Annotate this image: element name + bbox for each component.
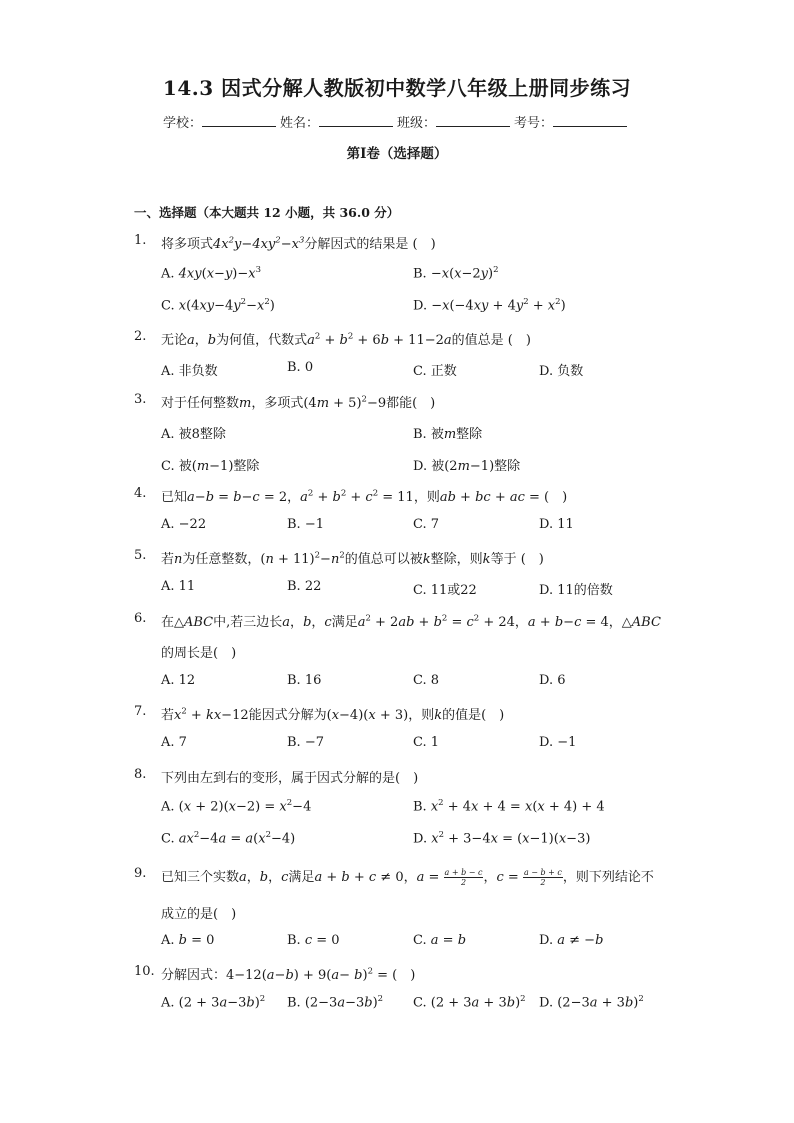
option-a: A. 7 — [161, 735, 187, 750]
option-a: A. $4xy(x-y)-x^3$ — [161, 265, 262, 282]
question-stem-continued: 的周长是( ) — [161, 646, 237, 661]
question-stem: 已知a−b = b−c = 2，$a^2 + b^2 + c^2 = 11$，则ab + bc + ac = ( ) — [161, 488, 568, 505]
option-d: D. 11 — [539, 517, 574, 532]
question-number: 8. — [134, 767, 147, 782]
option-b: B. c = 0 — [287, 933, 340, 948]
school-label: 学校： — [162, 116, 202, 131]
question-number: 3. — [134, 392, 147, 407]
class-blank — [436, 114, 510, 127]
option-d: D. 6 — [539, 673, 566, 688]
option-d: D. −1 — [539, 735, 577, 750]
student-info-line — [0, 112, 794, 131]
section-heading: 一、选择题（本大题共 12 小题，共 36.0 分） — [134, 205, 400, 220]
question-number: 7. — [134, 704, 147, 719]
question-stem: 若n为任意整数，$(n + 11)^2-n^2$的值总可以被k整除，则k等于 ( ) — [161, 550, 544, 567]
question-stem-continued: 成立的是( ) — [161, 907, 237, 922]
option-b: B. 0 — [287, 360, 314, 375]
question-number: 10. — [134, 964, 155, 979]
question-number: 9. — [134, 866, 147, 881]
name-blank — [319, 114, 393, 127]
question-number: 1. — [134, 233, 147, 248]
option-c: C. $ax^2-4a = a(x^2-4)$ — [161, 830, 296, 847]
option-c: C. 被(m−1)整除 — [161, 459, 260, 474]
name-label: 姓名： — [279, 116, 319, 131]
question-stem: 若$x^2 + kx-12$能因式分解为(x−4)(x + 3)，则k的值是( ) — [161, 706, 505, 723]
question-stem: 已知三个实数a，b，c满足a + b + c ≠ 0，a = a + b − c 2 ，c = a − b + c 2 ，则下列结论不 — [161, 868, 654, 887]
option-a: A. b = 0 — [161, 933, 215, 948]
option-b: B. 22 — [287, 579, 322, 594]
volume-heading: 第I卷（选择题） — [346, 146, 448, 162]
option-d: D. 被(2m−1)整除 — [413, 459, 521, 474]
option-d: D. 负数 — [539, 364, 584, 379]
option-c: C. 正数 — [413, 364, 457, 379]
question-stem: 在△ABC中,若三边长a，b，c满足$a^2 + 2ab + b^2 = c^2 + 24$，a + b−c = 4，△ABC — [161, 613, 661, 630]
option-a: A. 11 — [161, 579, 196, 594]
option-b: B. $-x(x-2y)^2$ — [413, 265, 499, 282]
option-d: D. 11的倍数 — [539, 583, 613, 598]
exam-no-blank — [553, 114, 627, 127]
option-b: B. −1 — [287, 517, 324, 532]
option-d: D. $x^2 + 3-4x = (x-1)(x-3)$ — [413, 830, 591, 847]
option-a: A. $(x + 2)(x-2) = x^2-4$ — [161, 798, 312, 815]
option-b: B. −7 — [287, 735, 324, 750]
option-a: A. 被8整除 — [161, 427, 226, 442]
school-blank — [202, 114, 276, 127]
question-number: 2. — [134, 329, 147, 344]
option-d: D. a ≠ −b — [539, 933, 604, 948]
question-stem: 下列由左到右的变形，属于因式分解的是( ) — [161, 771, 419, 786]
option-c: C. $(2 + 3a + 3b)^2$ — [413, 994, 526, 1011]
option-c: C. 7 — [413, 517, 440, 532]
option-a: A. −22 — [161, 517, 207, 532]
option-c: C. 8 — [413, 673, 440, 688]
question-number: 6. — [134, 611, 147, 626]
option-a: A. $(2 + 3a-3b)^2$ — [161, 994, 266, 1011]
option-c: C. 11或22 — [413, 583, 477, 598]
option-b: B. 16 — [287, 673, 322, 688]
option-d: D. $(2-3a + 3b)^2$ — [539, 994, 644, 1011]
option-a: A. 12 — [161, 673, 196, 688]
option-b: B. 被m整除 — [413, 427, 483, 442]
exam-no-label: 考号： — [514, 116, 554, 131]
option-d: D. $-x(-4xy + 4y^2 + x^2)$ — [413, 297, 566, 314]
option-a: A. 非负数 — [161, 364, 218, 379]
option-c: C. $x(4xy-4y^2-x^2)$ — [161, 297, 275, 314]
question-number: 4. — [134, 486, 147, 501]
option-b: B. $x^2 + 4x + 4 = x(x + 4) + 4$ — [413, 798, 605, 815]
question-stem: 分解因式：$4-12(a-b) + 9(a- b)^2$ = ( ) — [161, 966, 416, 983]
option-c: C. 1 — [413, 735, 440, 750]
option-c: C. a = b — [413, 933, 467, 948]
question-stem: 无论a，b为何值，代数式$a^2 + b^2 + 6b + 11-2a$的值总是 ( ) — [161, 331, 531, 348]
question-number: 5. — [134, 548, 147, 563]
class-label: 班级： — [397, 116, 437, 131]
page-title: 14.3 因式分解人教版初中数学八年级上册同步练习 — [162, 76, 632, 100]
question-stem: 对于任何整数m，多项式$(4m + 5)^2-9$都能( ) — [161, 394, 436, 411]
option-b: B. $(2-3a-3b)^2$ — [287, 994, 384, 1011]
question-stem: 将多项式$4x^2y-4xy^2-x^3$分解因式的结果是 ( ) — [161, 235, 436, 252]
